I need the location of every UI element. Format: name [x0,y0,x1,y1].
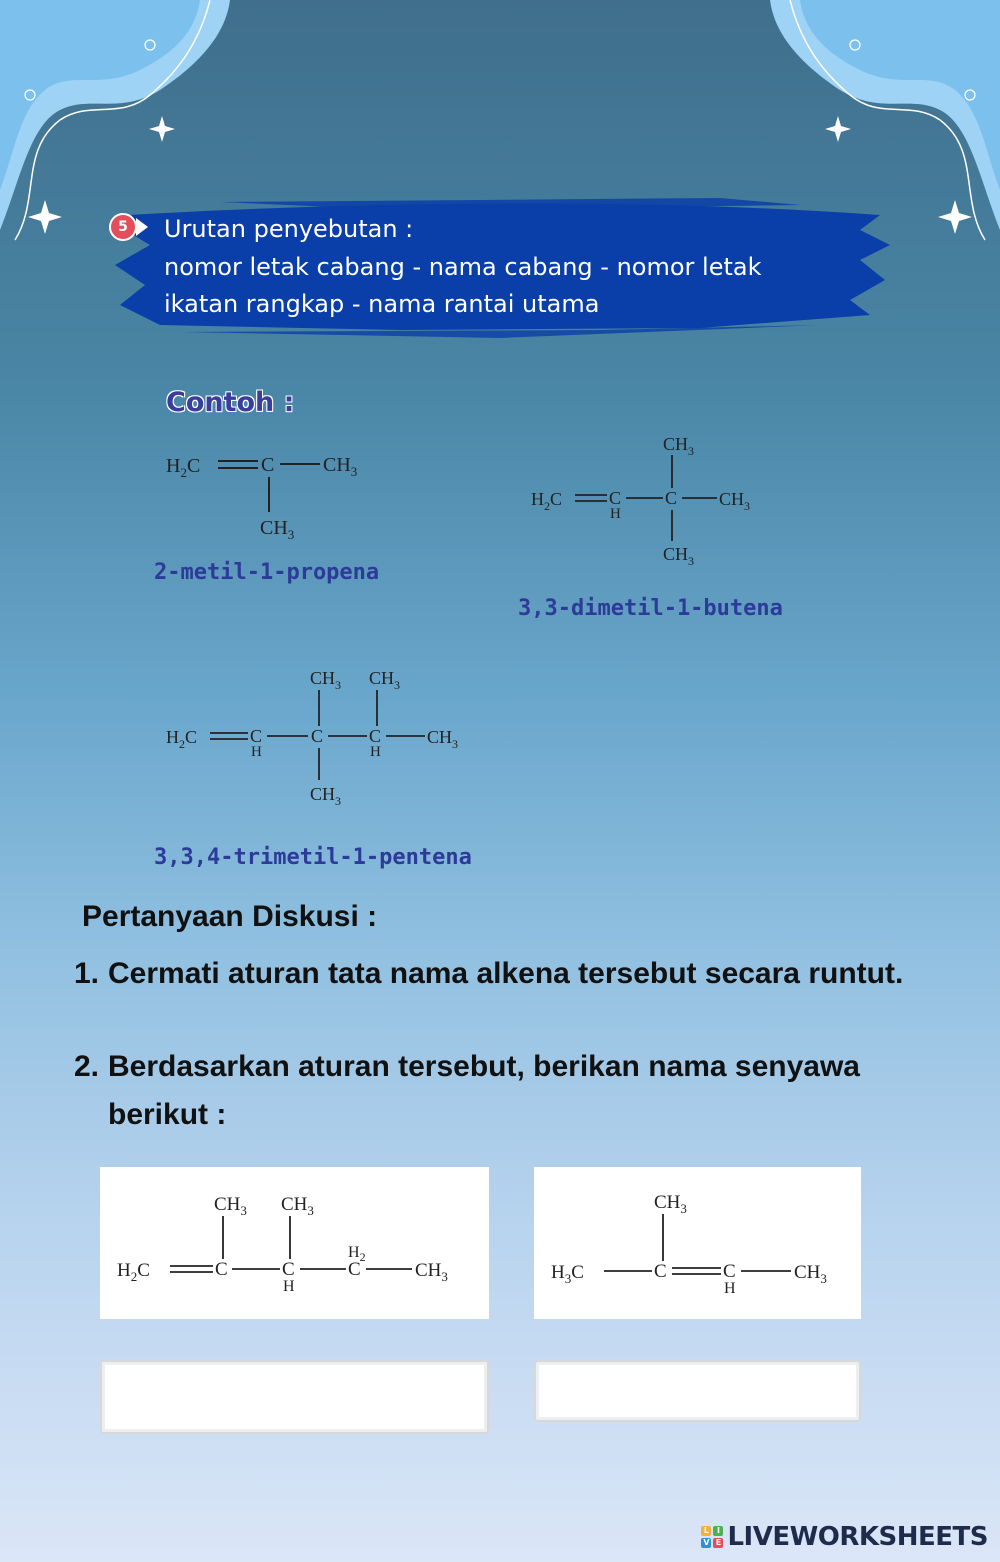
answer-box-2 [534,1360,861,1422]
structure-example-3 [160,660,480,810]
atom-label: H [370,744,381,760]
step-number-badge: 5 [109,213,137,241]
atom-label: $H_2C$ [166,455,201,480]
answer-input-2[interactable] [536,1362,859,1420]
answer-box-1 [100,1360,489,1434]
atom-label: H [251,744,262,760]
atom-label: C [348,1259,361,1280]
question-text: Cermati aturan tata nama alkena tersebut secara runtut. [108,957,904,990]
atom-label: C [654,1261,667,1282]
atom-label: H [610,506,621,522]
atom-label: C [723,1261,736,1282]
example-3-name: 3,3,4-trimetil-1-pentena [154,845,472,870]
atom-label: C [665,488,678,508]
question-text: Berdasarkan aturan tersebut, berikan nama senyawa berikut : [108,1050,860,1131]
structure-exercise-1 [100,1167,489,1319]
atom-label: $CH_3$ [663,434,695,458]
atom-label: $CH_3$ [427,727,459,751]
example-label: Contoh : [166,387,295,418]
atom-label: C [311,726,324,746]
example-1-name: 2-metil-1-propena [154,560,380,585]
atom-label: C [261,454,275,476]
question-number: 1. [74,957,100,990]
rule-line-3: ikatan rangkap - nama rantai utama [164,290,600,318]
rule-line-2: nomor letak cabang - nama cabang - nomor letak [164,253,762,281]
atom-label: C [282,1259,295,1280]
question-number: 2. [74,1050,100,1083]
discussion-heading: Pertanyaan Diskusi : [82,900,378,933]
atom-label: $H_2$ [348,1244,366,1264]
question-2 [74,1043,934,1139]
atom-label: $CH_3$ [794,1262,827,1286]
example-2-name: 3,3-dimetil-1-butena [518,596,783,621]
atom-label: $H_3C$ [551,1262,584,1286]
rule-line-1: Urutan penyebutan : [164,215,414,243]
atom-label: $CH_3$ [654,1192,687,1216]
atom-label: $H_2C$ [531,489,563,513]
atom-label: $CH_3$ [663,544,695,568]
structure-example-1 [160,440,380,545]
atom-label: H [283,1278,295,1295]
atom-label: $CH_3$ [323,454,358,479]
logo-word: LIVEWORKSHEETS [727,1522,988,1552]
atom-label: $CH_3$ [415,1260,448,1284]
atom-label: C [609,488,622,508]
atom-label: C [250,726,263,746]
atom-label: $CH_3$ [260,517,295,542]
logo-grid-icon: L I V E [701,1526,723,1548]
atom-label: $CH_3$ [310,784,342,808]
structure-exercise-2 [534,1167,861,1319]
atom-label: $CH_3$ [369,668,401,692]
atom-label: $CH_3$ [281,1194,314,1218]
atom-label: C [215,1259,228,1280]
atom-label: $CH_3$ [310,668,342,692]
atom-label: C [369,726,382,746]
structure-example-2 [525,428,765,568]
answer-input-1[interactable] [102,1362,487,1432]
question-1 [74,950,934,1046]
atom-label: $CH_3$ [214,1194,247,1218]
step-arrow-icon [136,218,148,236]
atom-label: $CH_3$ [719,489,751,513]
atom-label: $H_2C$ [166,727,198,751]
atom-label: H [724,1280,736,1297]
liveworksheets-logo [701,1522,988,1552]
atom-label: $H_2C$ [117,1260,150,1284]
exercise-structure-card-1 [100,1167,489,1319]
exercise-structure-card-2 [534,1167,861,1319]
